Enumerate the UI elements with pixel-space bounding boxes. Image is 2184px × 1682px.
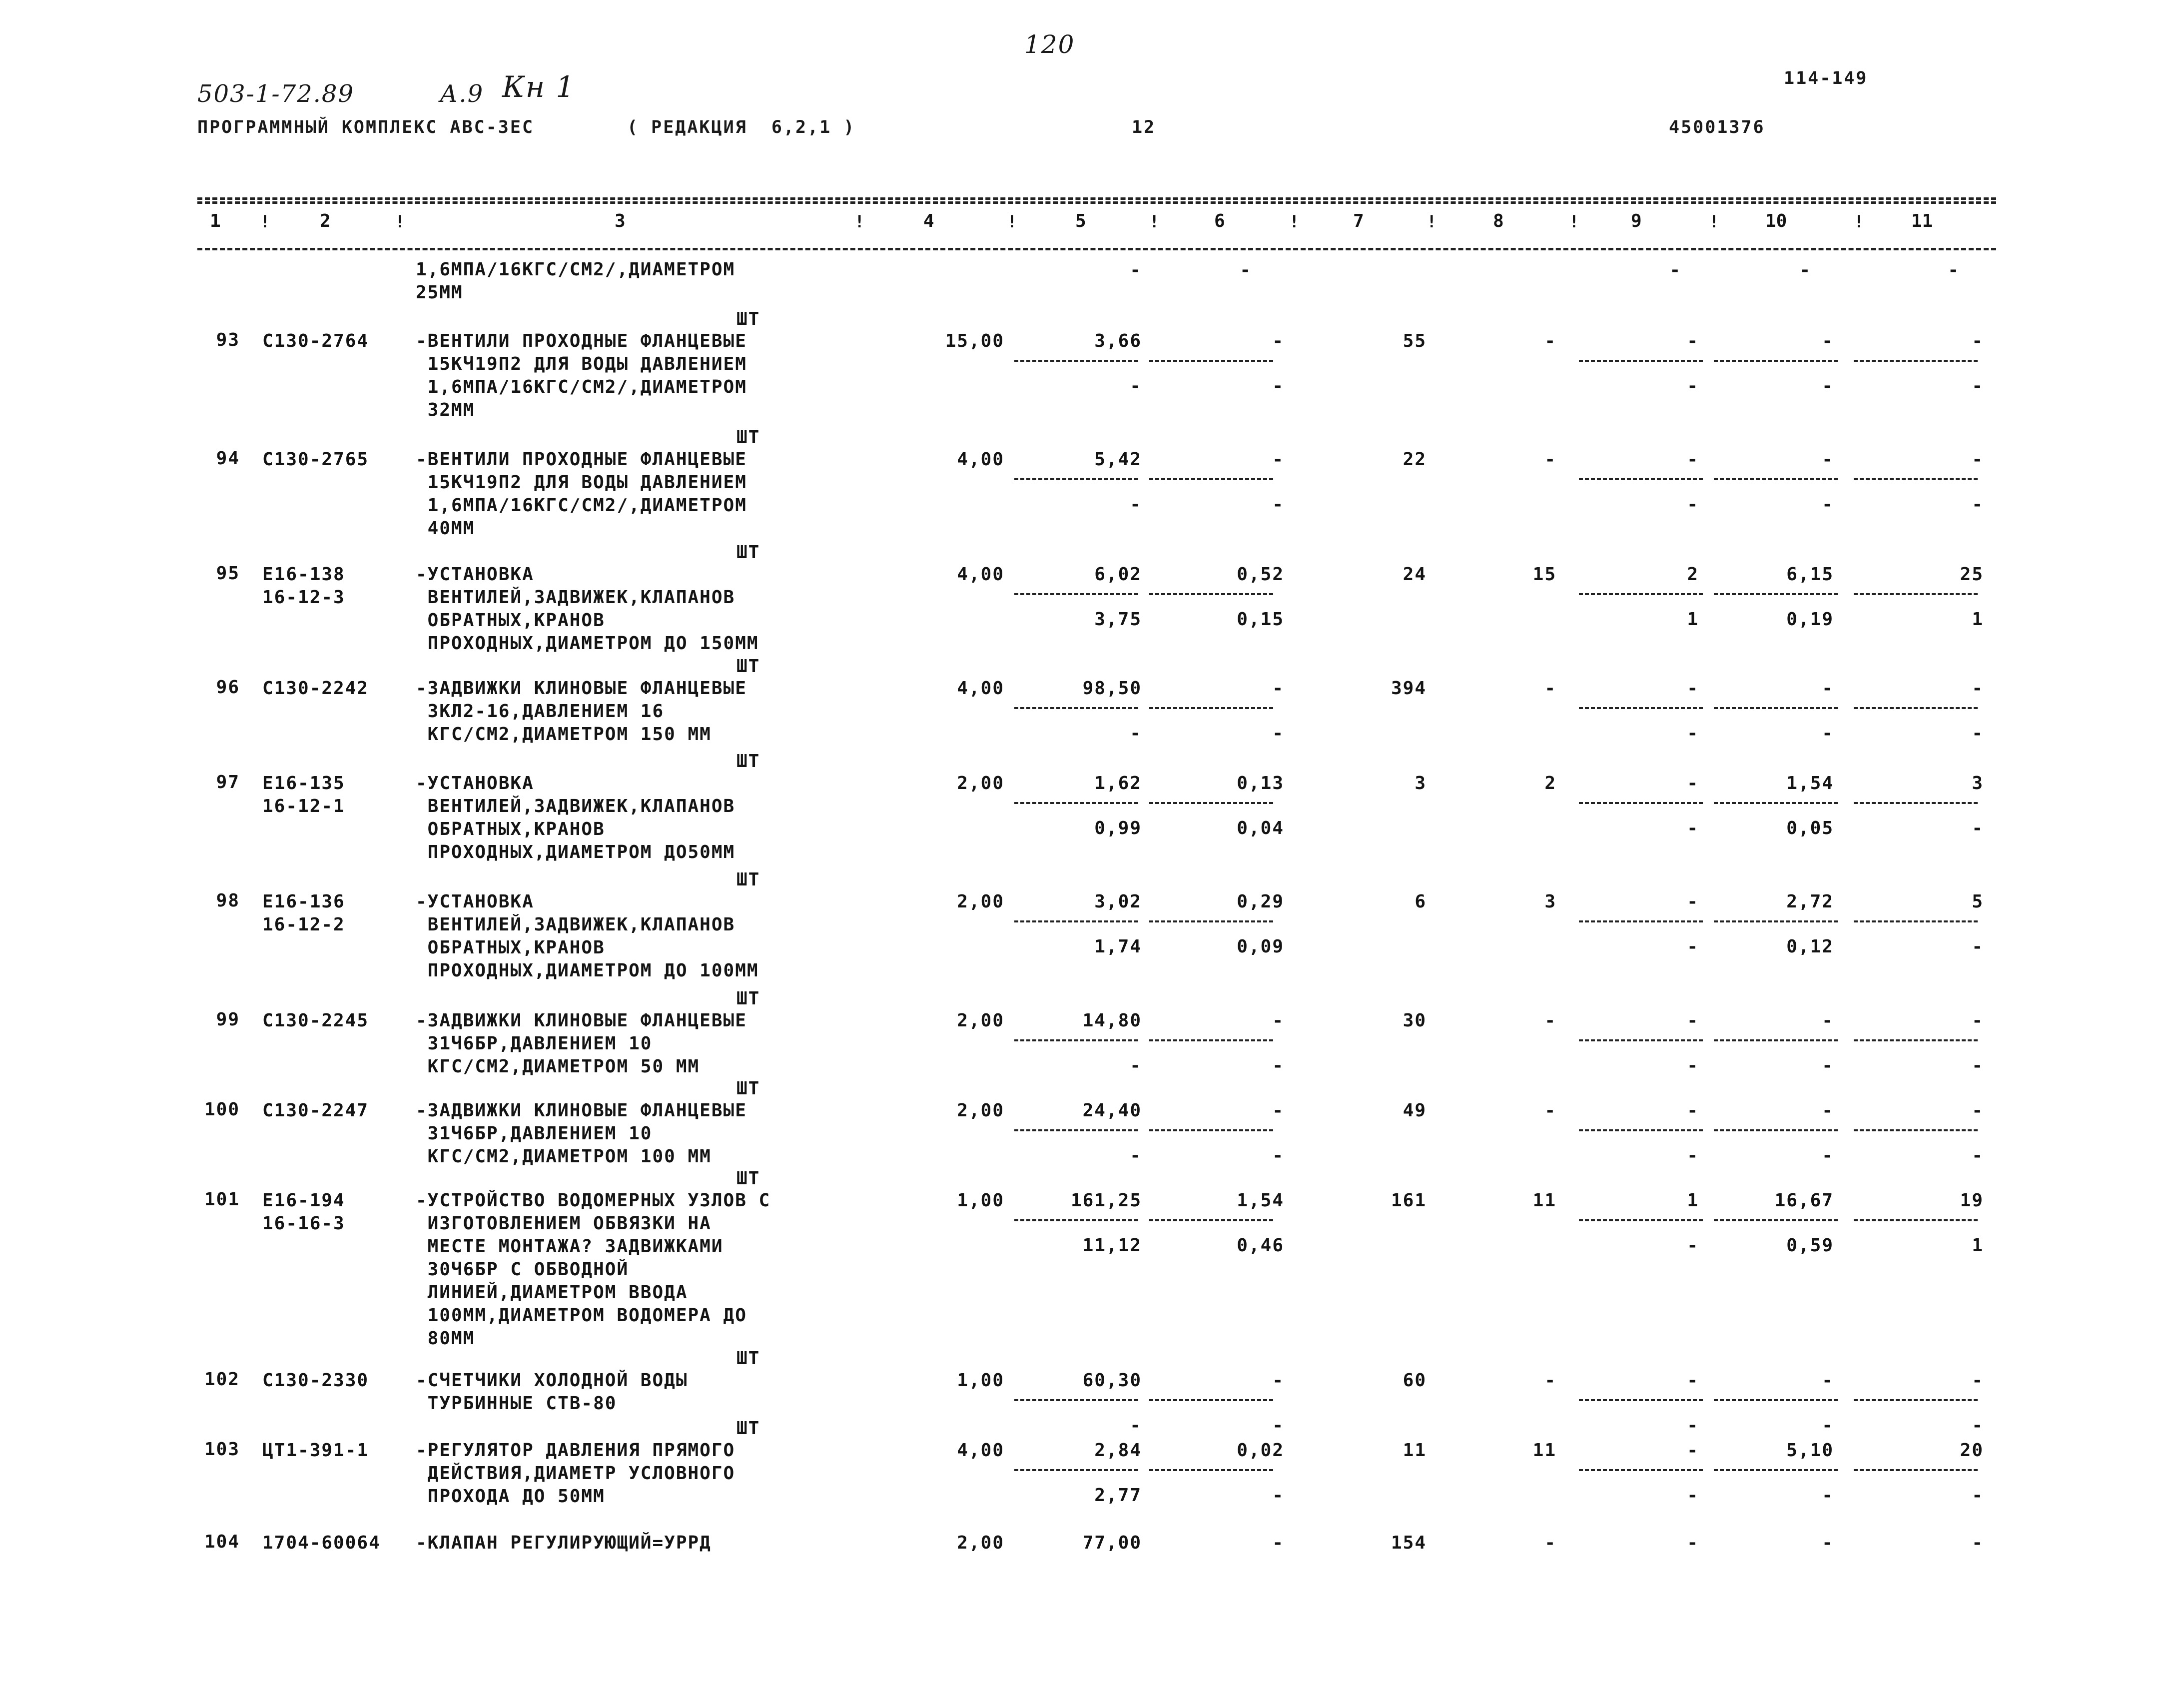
edition: ( РЕДАКЦИЯ 6,2,1 ): [627, 117, 856, 137]
cell-v5: 60,30: [1082, 1370, 1142, 1391]
row-number: 102: [204, 1369, 240, 1390]
prefix-v11: -: [1948, 260, 1960, 280]
cell-v9-second: -: [1687, 494, 1699, 515]
cell-divider: [1149, 478, 1273, 480]
cell-v4: 15,00: [945, 331, 1004, 351]
cell-divider: [1714, 1399, 1838, 1401]
cell-v6-second: -: [1272, 1055, 1284, 1076]
cell-divider: [1014, 802, 1138, 804]
prefix-v9: -: [1669, 260, 1681, 280]
cell-v8: -: [1544, 678, 1556, 699]
cell-divider: [1014, 707, 1138, 709]
cell-v9: -: [1687, 1010, 1699, 1031]
table-top-rule-2: [197, 201, 1996, 204]
cell-divider: [1579, 593, 1703, 595]
cell-v6: 0,29: [1237, 891, 1284, 912]
unit-label: ШТ: [736, 869, 760, 890]
row-code: ЦТ1-391-1: [262, 1440, 369, 1461]
cell-v11: -: [1972, 1533, 1984, 1553]
cell-v8: 15: [1532, 564, 1556, 585]
cell-divider: [1854, 1129, 1978, 1131]
cell-v7: 30: [1403, 1010, 1427, 1031]
row-code: С130-2764: [262, 331, 369, 351]
col-head-10: 10: [1765, 211, 1787, 231]
unit-label: ШТ: [736, 309, 760, 329]
row-number: 98: [216, 890, 240, 911]
cell-v11: 3: [1972, 773, 1984, 794]
cell-v9-second: -: [1687, 936, 1699, 957]
doc-code: 503-1-72.89: [197, 80, 355, 108]
cell-v9-second: 1: [1687, 609, 1699, 630]
cell-v7: 60: [1403, 1370, 1427, 1391]
cell-v5: 2,84: [1094, 1440, 1142, 1461]
cell-v6: -: [1272, 1100, 1284, 1121]
cell-divider: [1014, 1399, 1138, 1401]
cell-divider: [1854, 1469, 1978, 1471]
cell-v6-second: 0,04: [1237, 818, 1284, 839]
cell-divider: [1854, 360, 1978, 362]
cell-v4: 1,00: [957, 1190, 1004, 1211]
cell-v5: 3,02: [1094, 891, 1142, 912]
cell-divider: [1714, 1039, 1838, 1041]
col-head-2: 2: [320, 211, 331, 231]
cell-v8: 2: [1544, 773, 1556, 794]
cell-v5-second: 1,74: [1094, 936, 1142, 957]
cell-v10-second: -: [1822, 376, 1834, 396]
cell-v4: 4,00: [957, 449, 1004, 470]
cell-v5-second: 3,75: [1094, 609, 1142, 630]
cell-divider: [1714, 707, 1838, 709]
col-separator: !: [854, 212, 865, 232]
cell-v9: -: [1687, 331, 1699, 351]
page-index: 12: [1132, 117, 1156, 137]
col-head-9: 9: [1631, 211, 1642, 231]
col-separator: !: [395, 212, 405, 232]
cell-v11-second: -: [1972, 1055, 1984, 1076]
cell-v5: 98,50: [1082, 678, 1142, 699]
cell-v5: 1,62: [1094, 773, 1142, 794]
cell-v11: 25: [1960, 564, 1984, 585]
cell-v10: 5,10: [1786, 1440, 1834, 1461]
row-code: Е16-136 16-12-2: [262, 891, 345, 935]
unit-label: ШТ: [736, 1418, 760, 1439]
cell-v7: 394: [1391, 678, 1427, 699]
cell-divider: [1579, 1219, 1703, 1221]
cell-v5-second: -: [1130, 376, 1142, 396]
cell-divider: [1714, 920, 1838, 922]
cell-v8: -: [1544, 449, 1556, 470]
cell-divider: [1854, 1219, 1978, 1221]
row-code: Е16-135 16-12-1: [262, 773, 345, 817]
cell-v11-second: -: [1972, 376, 1984, 396]
unit-label: ШТ: [736, 751, 760, 772]
cell-v5-second: -: [1130, 1145, 1142, 1166]
unit-label: ШТ: [736, 656, 760, 677]
cell-v11: -: [1972, 1010, 1984, 1031]
cell-divider: [1714, 802, 1838, 804]
cell-divider: [1014, 1129, 1138, 1131]
cell-v6: -: [1272, 1370, 1284, 1391]
cell-divider: [1014, 920, 1138, 922]
row-code: Е16-138 16-12-3: [262, 564, 345, 608]
cell-v11-second: -: [1972, 818, 1984, 839]
cell-divider: [1854, 920, 1978, 922]
row-code: 1704-60064: [262, 1533, 381, 1553]
row-number: 97: [216, 772, 240, 793]
col-separator: !: [1854, 212, 1864, 232]
cell-divider: [1149, 802, 1273, 804]
row-code: С130-2242: [262, 678, 369, 699]
cell-v10-second: 0,05: [1786, 818, 1834, 839]
cell-v10-second: -: [1822, 1485, 1834, 1506]
row-number: 93: [216, 330, 240, 350]
cell-v6: 0,52: [1237, 564, 1284, 585]
row-number: 95: [216, 563, 240, 584]
cell-divider: [1714, 478, 1838, 480]
cell-v6: 1,54: [1237, 1190, 1284, 1211]
cell-v5: 161,25: [1070, 1190, 1142, 1211]
cell-v6: -: [1272, 449, 1284, 470]
cell-v9: -: [1687, 1440, 1699, 1461]
unit-label: ШТ: [736, 542, 760, 563]
cell-v6-second: 0,46: [1237, 1235, 1284, 1256]
cell-v10-second: 0,12: [1786, 936, 1834, 957]
col-separator: !: [260, 212, 270, 232]
cell-divider: [1714, 1129, 1838, 1131]
row-number: 96: [216, 677, 240, 698]
cell-v9-second: -: [1687, 1415, 1699, 1436]
cell-divider: [1579, 1129, 1703, 1131]
cell-v4: 4,00: [957, 1440, 1004, 1461]
cell-divider: [1579, 360, 1703, 362]
cell-v10: -: [1822, 1100, 1834, 1121]
col-separator: !: [1709, 212, 1719, 232]
cell-v9-second: -: [1687, 1055, 1699, 1076]
table-header-rule: [197, 248, 1996, 250]
cell-v6-second: -: [1272, 494, 1284, 515]
unit-label: ШТ: [736, 1168, 760, 1189]
cell-v11: -: [1972, 449, 1984, 470]
cell-v7: 49: [1403, 1100, 1427, 1121]
row-number: 94: [216, 448, 240, 469]
prefix-v6: -: [1240, 260, 1252, 280]
cell-v11: -: [1972, 1370, 1984, 1391]
cell-divider: [1579, 920, 1703, 922]
cell-v5-second: 0,99: [1094, 818, 1142, 839]
col-separator: !: [1149, 212, 1160, 232]
cell-v8: -: [1544, 1010, 1556, 1031]
cell-v8: -: [1544, 331, 1556, 351]
cell-v10-second: -: [1822, 1415, 1834, 1436]
row-description: -ВЕНТИЛИ ПРОХОДНЫЕ ФЛАНЦЕВЫЕ 15КЧ19П2 ДЛЯ ВОДЫ ДАВЛЕНИЕМ 1,6МПА/16КГС/СМ2/,ДИАМЕТРОМ 40ММ: [416, 449, 747, 539]
cell-v11-second: 1: [1972, 609, 1984, 630]
cell-v10-second: 0,59: [1786, 1235, 1834, 1256]
cell-v8: -: [1544, 1533, 1556, 1553]
cell-v8: 11: [1532, 1190, 1556, 1211]
cell-v8: 3: [1544, 891, 1556, 912]
cell-v9: -: [1687, 891, 1699, 912]
cell-divider: [1014, 593, 1138, 595]
cell-v5-second: 11,12: [1082, 1235, 1142, 1256]
cell-v11-second: -: [1972, 1485, 1984, 1506]
cell-v9: -: [1687, 449, 1699, 470]
cell-v5-second: -: [1130, 1055, 1142, 1076]
row-description: -ЗАДВИЖКИ КЛИНОВЫЕ ФЛАНЦЕВЫЕ 31Ч6БР,ДАВЛЕНИЕМ 10 КГС/СМ2,ДИАМЕТРОМ 50 ММ: [416, 1010, 747, 1077]
program-title: ПРОГРАММНЫЙ КОМПЛЕКС АВС-ЗЕС: [197, 117, 535, 137]
cell-v6-second: -: [1272, 1145, 1284, 1166]
cell-v10: 2,72: [1786, 891, 1834, 912]
cell-v6-second: -: [1272, 1485, 1284, 1506]
cell-divider: [1014, 360, 1138, 362]
cell-v11: 5: [1972, 891, 1984, 912]
col-separator: !: [1007, 212, 1017, 232]
unit-label: ШТ: [736, 1348, 760, 1369]
cell-divider: [1854, 478, 1978, 480]
col-head-11: 11: [1911, 211, 1933, 231]
col-separator: !: [1569, 212, 1579, 232]
cell-divider: [1854, 802, 1978, 804]
cell-v9-second: -: [1687, 376, 1699, 396]
cell-v10: 1,54: [1786, 773, 1834, 794]
row-description: -ВЕНТИЛИ ПРОХОДНЫЕ ФЛАНЦЕВЫЕ 15КЧ19П2 ДЛЯ ВОДЫ ДАВЛЕНИЕМ 1,6МПА/16КГС/СМ2/,ДИАМЕТРОМ 32ММ: [416, 331, 747, 420]
cell-divider: [1714, 1469, 1838, 1471]
cell-v4: 2,00: [957, 1100, 1004, 1121]
cell-v7: 55: [1403, 331, 1427, 351]
row-number: 99: [216, 1009, 240, 1030]
col-separator: !: [1427, 212, 1437, 232]
cell-divider: [1149, 1399, 1273, 1401]
cell-v6-second: -: [1272, 1415, 1284, 1436]
cell-v10: -: [1822, 1533, 1834, 1553]
cell-v9: 2: [1687, 564, 1699, 585]
cell-v7: 11: [1403, 1440, 1427, 1461]
cell-v6-second: 0,15: [1237, 609, 1284, 630]
cell-divider: [1579, 1039, 1703, 1041]
cell-v6: -: [1272, 678, 1284, 699]
cell-divider: [1149, 1219, 1273, 1221]
cell-v6-second: -: [1272, 376, 1284, 396]
cell-v11-second: -: [1972, 494, 1984, 515]
row-description: -УСТАНОВКА ВЕНТИЛЕЙ,ЗАДВИЖЕК,КЛАПАНОВ ОБРАТНЫХ,КРАНОВ ПРОХОДНЫХ,ДИАМЕТРОМ ДО50ММ: [416, 773, 735, 862]
table-top-rule: [197, 197, 1996, 200]
unit-label: ШТ: [736, 988, 760, 1009]
cell-v11: -: [1972, 678, 1984, 699]
row-description: -СЧЕТЧИКИ ХОЛОДНОЙ ВОДЫ ТУРБИННЫЕ СТВ-80: [416, 1370, 688, 1414]
cell-divider: [1579, 1399, 1703, 1401]
col-head-8: 8: [1493, 211, 1504, 231]
cell-v10: -: [1822, 331, 1834, 351]
col-head-6: 6: [1214, 211, 1225, 231]
cell-divider: [1854, 1399, 1978, 1401]
cell-v5-second: 2,77: [1094, 1485, 1142, 1506]
cell-v10: -: [1822, 678, 1834, 699]
cell-v10: -: [1822, 1010, 1834, 1031]
cell-v5-second: -: [1130, 1415, 1142, 1436]
cell-v10-second: 0,19: [1786, 609, 1834, 630]
cell-v11-second: -: [1972, 1145, 1984, 1166]
cell-v9-second: -: [1687, 1235, 1699, 1256]
cell-v5: 5,42: [1094, 449, 1142, 470]
cell-v8: -: [1544, 1100, 1556, 1121]
cell-v9: -: [1687, 773, 1699, 794]
cell-v5: 24,40: [1082, 1100, 1142, 1121]
cell-divider: [1854, 593, 1978, 595]
cell-v11: -: [1972, 1100, 1984, 1121]
cell-v6: -: [1272, 1010, 1284, 1031]
row-number: 104: [204, 1532, 240, 1552]
cell-divider: [1149, 920, 1273, 922]
cell-divider: [1149, 707, 1273, 709]
col-head-1: 1: [210, 211, 221, 231]
cell-v5: 77,00: [1082, 1533, 1142, 1553]
col-head-4: 4: [923, 211, 934, 231]
cell-v9: 1: [1687, 1190, 1699, 1211]
cell-v6: -: [1272, 331, 1284, 351]
cell-v6-second: -: [1272, 723, 1284, 744]
cell-v8: 11: [1532, 1440, 1556, 1461]
cell-v7: 6: [1415, 891, 1427, 912]
cell-divider: [1014, 1039, 1138, 1041]
cell-divider: [1014, 1469, 1138, 1471]
row-description: -ЗАДВИЖКИ КЛИНОВЫЕ ФЛАНЦЕВЫЕ ЗКЛ2-16,ДАВЛЕНИЕМ 16 КГС/СМ2,ДИАМЕТРОМ 150 ММ: [416, 678, 747, 745]
cell-v11: -: [1972, 331, 1984, 351]
cell-v8: -: [1544, 1370, 1556, 1391]
col-head-5: 5: [1075, 211, 1086, 231]
cell-v5: 3,66: [1094, 331, 1142, 351]
cell-v9-second: -: [1687, 818, 1699, 839]
cell-v11: 19: [1960, 1190, 1984, 1211]
cell-v9: -: [1687, 1533, 1699, 1553]
cell-v9-second: -: [1687, 723, 1699, 744]
cell-v10-second: -: [1822, 494, 1834, 515]
cell-v9: -: [1687, 1370, 1699, 1391]
cell-divider: [1014, 1219, 1138, 1221]
cell-v10-second: -: [1822, 723, 1834, 744]
doc-id: 45001376: [1669, 117, 1765, 137]
row-number: 101: [204, 1189, 240, 1210]
cell-v4: 2,00: [957, 1533, 1004, 1553]
row-description: -УСТРОЙСТВО ВОДОМЕРНЫХ УЗЛОВ С ИЗГОТОВЛЕНИЕМ ОБВЯЗКИ НА МЕСТЕ МОНТАЖА? ЗАДВИЖКАМИ 30Ч6БР С ОБВОДНОЙ ЛИНИЕЙ,ДИАМЕТРОМ ВВОДА 100ММ,ДИАМЕТРОМ ВОДОМЕРА ДО 80ММ: [416, 1190, 771, 1349]
cell-v11-second: -: [1972, 723, 1984, 744]
cell-divider: [1014, 478, 1138, 480]
row-code: Е16-194 16-16-3: [262, 1190, 345, 1234]
cell-v5: 6,02: [1094, 564, 1142, 585]
cell-v4: 4,00: [957, 678, 1004, 699]
prefix-v10: -: [1799, 260, 1811, 280]
cell-v9: -: [1687, 678, 1699, 699]
cell-divider: [1149, 593, 1273, 595]
cell-v4: 2,00: [957, 773, 1004, 794]
cell-divider: [1579, 707, 1703, 709]
sheet-range: 114-149: [1784, 68, 1868, 88]
cell-divider: [1714, 1219, 1838, 1221]
cell-v4: 2,00: [957, 891, 1004, 912]
row-code: С130-2765: [262, 449, 369, 470]
cell-v10: -: [1822, 449, 1834, 470]
cell-v4: 2,00: [957, 1010, 1004, 1031]
cell-v10: 6,15: [1786, 564, 1834, 585]
cell-v6: -: [1272, 1533, 1284, 1553]
cell-v9-second: -: [1687, 1145, 1699, 1166]
cell-divider: [1579, 1469, 1703, 1471]
cell-v4: 1,00: [957, 1370, 1004, 1391]
cell-v7: 154: [1391, 1533, 1427, 1553]
cell-v7: 3: [1415, 773, 1427, 794]
cell-v10: -: [1822, 1370, 1834, 1391]
cell-v11: 20: [1960, 1440, 1984, 1461]
row-description: -КЛАПАН РЕГУЛИРУЮЩИЙ=УРРД: [416, 1533, 712, 1553]
cell-v4: 4,00: [957, 564, 1004, 585]
row-number: 103: [204, 1439, 240, 1460]
cell-divider: [1714, 360, 1838, 362]
cell-v7: 161: [1391, 1190, 1427, 1211]
cell-divider: [1714, 593, 1838, 595]
row-description: -ЗАДВИЖКИ КЛИНОВЫЕ ФЛАНЦЕВЫЕ 31Ч6БР,ДАВЛЕНИЕМ 10 КГС/СМ2,ДИАМЕТРОМ 100 ММ: [416, 1100, 747, 1167]
col-head-3: 3: [615, 211, 626, 231]
cell-v5-second: -: [1130, 494, 1142, 515]
cell-divider: [1854, 707, 1978, 709]
prefix-v5: -: [1130, 260, 1142, 280]
row-number: 100: [204, 1099, 240, 1120]
row-code: С130-2247: [262, 1100, 369, 1121]
row-description: -УСТАНОВКА ВЕНТИЛЕЙ,ЗАДВИЖЕК,КЛАПАНОВ ОБРАТНЫХ,КРАНОВ ПРОХОДНЫХ,ДИАМЕТРОМ ДО 150ММ: [416, 564, 759, 654]
row-code: С130-2245: [262, 1010, 369, 1031]
cell-v11-second: -: [1972, 1415, 1984, 1436]
cell-divider: [1579, 802, 1703, 804]
cell-v6: 0,13: [1237, 773, 1284, 794]
album-ref: А.9: [440, 80, 484, 108]
cell-v10-second: -: [1822, 1055, 1834, 1076]
cell-divider: [1854, 1039, 1978, 1041]
cell-v10-second: -: [1822, 1145, 1834, 1166]
row-description: -РЕГУЛЯТОР ДАВЛЕНИЯ ПРЯМОГО ДЕЙСТВИЯ,ДИАМЕТР УСЛОВНОГО ПРОХОДА ДО 50ММ: [416, 1440, 735, 1507]
cell-divider: [1149, 1469, 1273, 1471]
unit-label: ШТ: [736, 427, 760, 448]
cell-divider: [1149, 1129, 1273, 1131]
cell-v11-second: -: [1972, 936, 1984, 957]
cell-v6: 0,02: [1237, 1440, 1284, 1461]
cell-v6-second: 0,09: [1237, 936, 1284, 957]
col-separator: !: [1289, 212, 1300, 232]
cell-divider: [1579, 478, 1703, 480]
unit-label: ШТ: [736, 1078, 760, 1099]
cell-v9-second: -: [1687, 1485, 1699, 1506]
cell-v5-second: -: [1130, 723, 1142, 744]
prefix-desc: 1,6МПА/16КГС/СМ2/,ДИАМЕТРОМ 25ММ: [416, 259, 735, 303]
cell-v10: 16,67: [1774, 1190, 1834, 1211]
col-head-7: 7: [1353, 211, 1364, 231]
cell-divider: [1149, 360, 1273, 362]
cell-v5: 14,80: [1082, 1010, 1142, 1031]
cell-divider: [1149, 1039, 1273, 1041]
cell-v9: -: [1687, 1100, 1699, 1121]
cell-v11-second: 1: [1972, 1235, 1984, 1256]
cell-v7: 22: [1403, 449, 1427, 470]
page-number: 120: [1024, 30, 1075, 59]
cell-v7: 24: [1403, 564, 1427, 585]
row-code: С130-2330: [262, 1370, 369, 1391]
row-description: -УСТАНОВКА ВЕНТИЛЕЙ,ЗАДВИЖЕК,КЛАПАНОВ ОБРАТНЫХ,КРАНОВ ПРОХОДНЫХ,ДИАМЕТРОМ ДО 100ММ: [416, 891, 759, 981]
book-ref: Кн 1: [502, 70, 576, 104]
